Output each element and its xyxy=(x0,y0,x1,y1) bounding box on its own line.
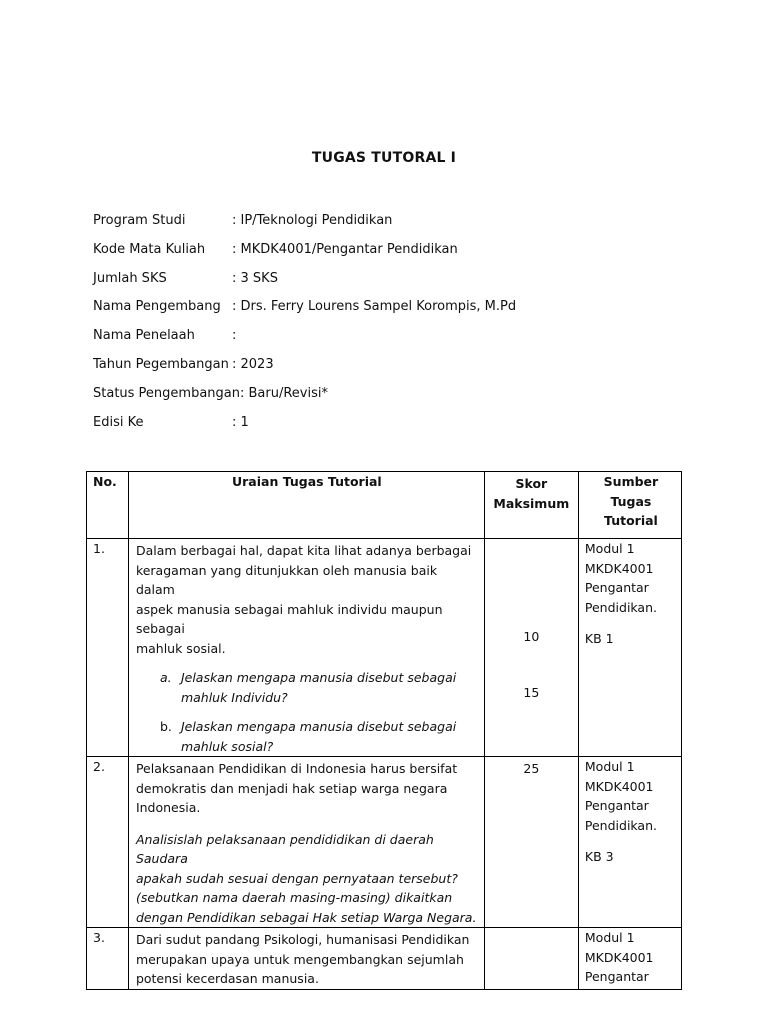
text-line: mahluk Individu? xyxy=(180,689,288,705)
text-line: apakah sudah sesuai dengan pernyataan tersebut? xyxy=(135,870,458,886)
row-description xyxy=(128,539,484,757)
meta-value: : MKDK4001/Pengantar Pendidikan xyxy=(232,241,458,257)
text-line: Modul 1 xyxy=(584,541,635,556)
row-source xyxy=(578,928,681,990)
tutorial-task-table xyxy=(86,471,682,990)
text-line: (sebutkan nama daerah masing-masing) dikaitkan xyxy=(135,890,453,905)
header-no: No. xyxy=(87,472,129,539)
document-title: TUGAS TUTORAL I xyxy=(311,150,457,166)
text-line: potensi kecerdasan manusia. xyxy=(135,971,319,986)
text-line: Indonesia. xyxy=(135,800,201,815)
text-line: Dari sudut pandang Psikologi, humanisasi Pendidikan xyxy=(135,932,470,947)
meta-value: : 3 SKS xyxy=(232,270,278,286)
meta-value: : xyxy=(232,328,237,344)
header-sumber-line: Sumber xyxy=(603,474,659,489)
text-line: keragaman yang ditunjukkan oleh manusia baik dalam xyxy=(135,562,438,597)
header-uraian: Uraian Tugas Tutorial xyxy=(128,472,484,539)
task-intro xyxy=(136,539,478,658)
text-line: Pengantar xyxy=(584,580,649,595)
sub-question-a xyxy=(136,668,478,707)
meta-label: Tahun Pegembangan xyxy=(93,356,229,372)
text-line: Modul 1 xyxy=(584,759,635,774)
text-line: merupakan upaya untuk mengembangkan sejumlah xyxy=(135,951,464,967)
meta-nama-penelaah xyxy=(93,327,328,356)
meta-status-pengembangan xyxy=(93,385,328,414)
text-line: Jelaskan mengapa manusia disebut sebagai xyxy=(180,719,457,734)
row-number: 2. xyxy=(87,757,129,928)
meta-edisi-ke xyxy=(93,414,328,443)
text-line: dengan Pendidikan sebagai Hak setiap Warga Negara. xyxy=(135,909,477,925)
kb-reference: KB 3 xyxy=(584,849,614,864)
row-score xyxy=(484,539,578,757)
list-marker: b. xyxy=(159,719,172,734)
meta-label: Edisi Ke xyxy=(93,414,144,430)
text-line: Dalam berbagai hal, dapat kita lihat adanya berbagai xyxy=(135,543,472,558)
meta-value: : Baru/Revisi* xyxy=(240,385,328,401)
header-sumber-line: Tutorial xyxy=(604,513,658,528)
text-line: Analisislah pelaksanaan pendididikan di daerah Saudara xyxy=(135,831,434,866)
meta-value: : IP/Teknologi Pendidikan xyxy=(232,213,393,228)
header-sumber-line: Tugas xyxy=(610,493,652,509)
text-line: mahluk sosial. xyxy=(135,640,226,656)
meta-tahun-pengembangan xyxy=(93,356,328,385)
header-sumber xyxy=(578,472,681,539)
table-row xyxy=(87,757,682,928)
meta-label: Jumlah SKS xyxy=(93,270,167,286)
meta-label: Kode Mata Kuliah xyxy=(93,241,206,257)
task-instruction xyxy=(136,830,478,928)
text-line: aspek manusia sebagai mahluk individu maupun sebagai xyxy=(135,601,443,636)
meta-program-studi xyxy=(93,212,393,241)
header-skor xyxy=(484,472,578,539)
text-line: MKDK4001 xyxy=(584,560,654,576)
header-skor-line: Skor xyxy=(515,476,548,491)
text-line: Pengantar xyxy=(584,969,649,984)
row-score xyxy=(484,928,578,990)
meta-value: : 1 xyxy=(232,414,249,430)
task-intro xyxy=(136,757,478,818)
row-description xyxy=(128,928,484,990)
text-line: Modul 1 xyxy=(584,930,635,945)
row-source xyxy=(578,757,681,928)
meta-nama-pengembang xyxy=(93,298,517,327)
score-b: 15 xyxy=(523,684,540,700)
text-line: Pendidikan. xyxy=(584,817,657,833)
text-line: Jelaskan mengapa manusia disebut sebagai xyxy=(180,670,457,685)
meta-jumlah-sks xyxy=(93,270,328,299)
meta-label: Status Pengembangan xyxy=(93,385,240,401)
text-line: MKDK4001 xyxy=(584,778,654,794)
kb-reference: KB 1 xyxy=(584,631,614,646)
meta-value: : Drs. Ferry Lourens Sampel Korompis, M.Pd xyxy=(232,299,517,315)
meta-kode-mata-kuliah xyxy=(93,241,458,270)
text-line: Pendidikan. xyxy=(584,599,657,615)
row-description xyxy=(128,757,484,928)
table-row xyxy=(87,928,682,990)
text-line: Pelaksanaan Pendidikan di Indonesia harus bersifat xyxy=(135,761,458,776)
table-row xyxy=(87,539,682,757)
score-a: 10 xyxy=(523,629,540,644)
task-intro xyxy=(136,928,478,989)
list-marker: a. xyxy=(159,670,172,685)
score-value: 25 xyxy=(523,761,540,776)
table-header-row xyxy=(87,472,682,539)
text-line: mahluk sosial? xyxy=(180,738,274,754)
row-number: 1. xyxy=(87,539,129,757)
row-score xyxy=(484,757,578,928)
course-info xyxy=(93,212,517,442)
text-line: Pengantar xyxy=(584,798,649,813)
meta-value: : 2023 xyxy=(232,356,274,372)
sub-question-b xyxy=(136,717,478,756)
text-line: MKDK4001 xyxy=(584,949,654,965)
text-line: demokratis dan menjadi hak setiap warga negara xyxy=(135,780,448,796)
sub-question-text xyxy=(181,717,478,756)
sub-question-text xyxy=(181,668,478,707)
meta-label: Nama Penelaah xyxy=(93,328,195,344)
meta-label: Program Studi xyxy=(93,213,186,228)
row-source xyxy=(578,539,681,757)
row-number: 3. xyxy=(87,928,129,990)
meta-label: Nama Pengembang xyxy=(93,299,221,315)
header-skor-line: Maksimum xyxy=(493,495,570,511)
